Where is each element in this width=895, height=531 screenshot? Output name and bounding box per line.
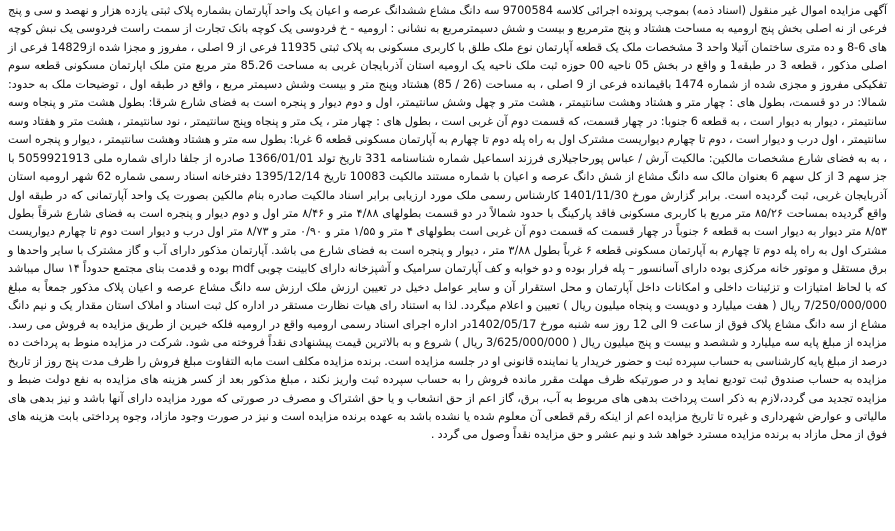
- auction-notice-text: آگهی مزایده اموال غیر منقول (اسناد ذمه) بموجب پرونده اجرائی کلاسه 9700584 سه دانگ مشاع ششدانگ عرصه و اعیان یک واحد آپارتمان بشماره پلاک ثبتی یازده هزار و نهصد و سی و پنج فرعی از نه اصلی بخش پنج ارومیه به مساحت هشتاد و پنج مترمربع و بیست و شش دسیمترمربع به نشانی : ارومیه - خ فردوسی یک کوچه بانک تجارت از سمت راست فردوسی یک نبش کوچه های 6-8 و ده متری ساختمان آتیلا واحد 3 مشخصات ملک یک قطعه آپارتمان نوع ملک طلق با کاربری مسکونی به پلاک ثبتی 11935 فرعی از 9 اصلی ، مفروز و مجزا شده از14829 فرعی از اصلی مذکور ، قطعه 3 در طبقه1 و واقع در بخش 05 ناحیه 00 حوزه ثبت ملک ناحیه یک ارومیه استان آذربایجان غربی به مساحت 85.26 متر مربع متن ملک اپارتمان مسکونی قطعه سوم تفکیکی مفروز و مجزی شده از شماره 1474 باقیمانده فرعی از 9 اصلی ، به مساحت (26 / 85) هشتاد وپنج متر و بیست وشش دسیمتر مربع ، واقع در طبقه اول ، توضیحات ملک به حدود: شمالا: در دو قسمت، بطول های : چهار متر و هشتاد وهشت سانتیمتر ، هشت متر و چهل وشش سانتیمتر، اول و دوم دیوار و پنجره است به فضای شارع شرقا: بطول هشت متر و پنجاه وسه سانتیمتر ، دیوار به دیوار است ، به قطعه 6 جنوبا: در چهار قسمت، که قسمت دوم آن غربی است ، بطول های : چهار متر ، یک متر و پنجاه وپنج سانتیمتر ، نود سانتیمتر ، هشت متر و هفتاد وسه سانتیمتر ، اول درب و دیوار است ، دوم تا چهارم دیواریست مشترک اول به راه پله دوم تا چهارم به آپارتمان مسکونی قطعه 6 غربا: بطول سه متر و هشتاد وهشت سانتیمتر ، دیوار و پنجره است ، به به فضای شارع مشخصات مالکین: مالکیت آرش / عباس پورحاجیلاری فرزند اسماعیل شماره شناسنامه 331 تاریخ تولد 1366/01/01 صادره از جلفا دارای شماره ملی 5059921913 با جز سهم 3 از کل سهم 6 بعنوان مالک سه دانگ مشاع از شش دانگ عرصه و اعیان با شماره مستند مالکیت 10083 تاریخ 1395/12/14 دفترخانه اسناد رسمی شماره 62 شهر ارومیه استان آذربایجان غربی، ثبت گردیده است. برابر گزارش مورخ 1401/11/30 کارشناس رسمی ملک مورد ارزیابی برابر اسناد مالکیت صادره بنام مالکین بصورت یک واحد آپارتمانی که در طبقه اول واقع گردیده بمساحت ۸۵/۲۶ متر مربع با کاربری مسکونی فاقد پارکینگ با حدود شمالاً در دو قسمت بطولهای ۴/۸۸ متر و ۸/۴۶ متر اول و دوم دیوار و پنجره است به فضای شارع شرقاً بطول ۸/۵۳ متر دیوار به دیوار است به قطعه ۶ جنوباً در چهار قسمت که قسمت دوم آن غربی است بطولهای ۴ متر و ۱/۵۵ متر و ۰/۹۰ متر و ۸/۷۳ متر اول درب و دیوار است دوم تا چهارم دیواریست مشترک اول به راه پله دوم تا چهارم به آپارتمان مسکونی قطعه ۶ غرباً بطول ۳/۸۸ متر ، دیوار و پنجره است به فضای شارع می باشد. آپارتمان مذکور دارای آب و گاز مشترک با سایر واحدها و برق مستقل و موتور خانه مرکزی بوده دارای آسانسور – پله فرار بوده و دو خوابه و کف آپارتمان سرامیک و آشپزخانه دارای کابینت چوبی mdf بوده و قدمت بنای مجتمع حدوداً ۱۴ سال میباشد که با لحاظ امتیازات و تزئینات داخلی و امکانات داخل آپارتمان و محل استقرار آن و سایر عوامل دخیل در تعیین ارزش ملک ارزش سه دانگ مشاع عرصه و اعیان پلاک مذکور جمعاً به مبلغ 7/250/000/000 ریال ( هفت میلیارد و دویست و پنجاه میلیون ریال ) تعیین و اعلام میگردد. لذا به استناد رای هیات نظارت مستقر در اداره کل ثبت اسناد و املاک استان مقدار یک و نیم دانگ مشاع از سه دانگ مشاع پلاک فوق از ساعت 9 الی 12 روز سه شنبه مورخ 1402/05/17در اداره اجرای اسناد رسمی ارومیه واقع در ارومیه فلکه خیرین از طریق مزایده به فروش می رسد. مزایده از مبلغ پایه سه میلیارد و ششصد و بیست و پنج میلیون ریال ( 3/625/000/000 ریال ) شروع و به بالاترین قیمت پیشنهادی نقداً فروخته می شود. شرکت در مزایده منوط به پرداخت ده درصد از مبلغ پایه کارشناسی به حساب سپرده ثبت و حضور خریدار یا نماینده قانونی او در جلسه مزایده است. برنده مزایده مکلف است مابه التفاوت مبلغ فروش را ظرف مدت پنج روز از تاریخ مزایده به حساب صندوق ثبت تودیع نماید و در صورتیکه ظرف مهلت مقرر مانده فروش را به حساب سپرده ثبت واریز نکند ، مبلغ مذکور بعد از کسر هزینه های مزایده به نفع دولت ضبط و مزایده تجدید می گردد،لازم به ذکر است پرداخت بدهی های مربوط به آب، برق، گاز اعم از حق انشعاب و یا حق اشتراک و مصرف در صورتی که مورد مزایده دارای آنها باشد و نیز بدهی های مالیاتی و عوارض شهرداری و غیره تا تاریخ مزایده اعم از اینکه رقم قطعی آن معلوم شده یا نشده باشد به عهده برنده مزایده است و نیز در صورت وجود مازاد، وجوه پرداختی بابت هزینه های فوق از محل مازاد به برنده مزایده مسترد خواهد شد و نیم عشر و حق مزایده نقداً وصول می گردد .: [8, 4, 888, 442]
